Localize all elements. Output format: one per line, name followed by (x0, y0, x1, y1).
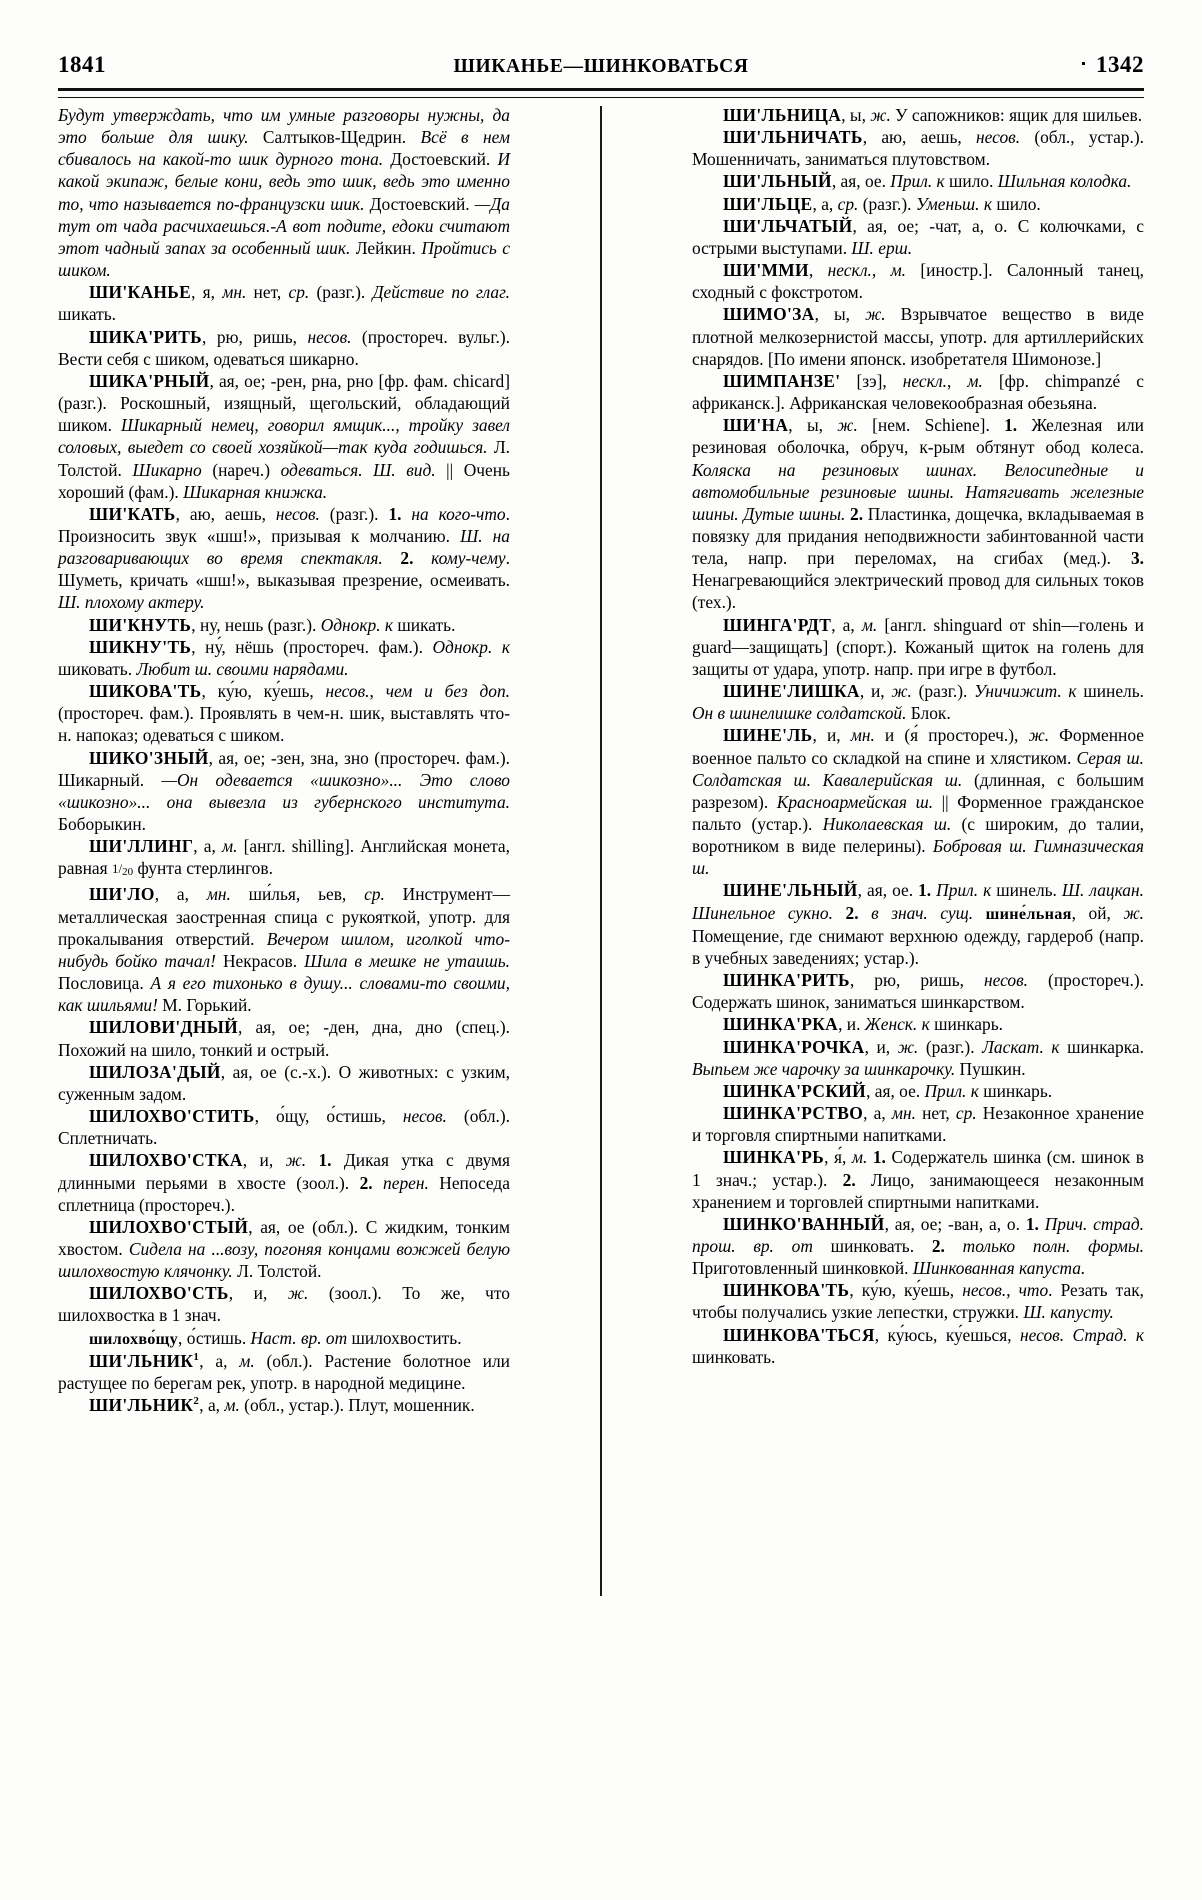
dictionary-entry: ШИКА'РНЫЙ, ая, ое; -рен, рна, рно [фр. фам. chicard] (разг.). Роскошный, изящный, щегольский, обладающий шиком. Шикарный немец, говорил ямщик..., тройку завел соловых, выедет со своей хозяйкой—так куда годишься. Л. Толстой. Шикарно (нареч.) одеваться. Ш. вид. || Очень хороший (фам.). Шикарная книжка. (58, 370, 510, 502)
dictionary-entry: ШИНГА'РДТ, а, м. [англ. shinguard от shin—голень и guard—защищать] (спорт.). Кожаный щиток на голень для защиты от удара, употр. напр. при игре в футбол. (692, 614, 1144, 679)
dictionary-entry: ШИЛОЗА'ДЫЙ, ая, ое (с.-х.). О животных: с узким, суженным задом. (58, 1061, 510, 1104)
dictionary-entry: ШИ'ЛЬЦЕ, а, ср. (разг.). Уменьш. к шило. (723, 193, 1041, 214)
dictionary-entry: ШИНКА'РСКИЙ, ая, ое. Прил. к шинкарь. (723, 1080, 1053, 1101)
dictionary-entry: ШИЛОХВО'СТЫЙ, ая, ое (обл.). С жидким, тонким хвостом. Сидела на ...возу, погоняя концами вожжей белую шилохвостую клячонку. Л. Толстой. (58, 1216, 510, 1282)
dictionary-entry: ШИ'ММИ, нескл., м. [иностр.]. Салонный танец, сходный с фокстротом. (692, 260, 1144, 303)
folio-left: 1841 (58, 52, 106, 77)
column-left (58, 104, 510, 1844)
dictionary-entry: ШИ'НА, ы, ж. [нем. Schiene]. 1. Железная или резиновая оболочка, обруч, к-рым обтянут обод колеса. Коляска на резиновых шинах. Велосипедные и автомобильные резиновые шины. Натягивать железные шины. Дутые шины. 2. Пластинка, дощечка, вкладываемая в повязку для придания неподвижности забинтованной части тела, напр. при переломах, на сгибах (мед.). 3. Ненагревающийся электрический провод для сильных токов (тех.). (692, 415, 1144, 613)
dictionary-entry: ШИ'КАНЬЕ, я, мн. нет, ср. (разг.). Действие по глаг. шикать. (58, 282, 510, 325)
dictionary-entry: ШИНКОВА'ТЬСЯ, ку́юсь, ку́ешься, несов. Страд. к шинковать. (692, 1324, 1144, 1367)
header-rule (58, 88, 1144, 98)
dictionary-entry: ШИНКО'ВАННЫЙ, ая, ое; -ван, а, о. 1. Прич. страд. прош. вр. от шинковать. 2. только полн. формы. Приготовленный шинковкой. Шинкованная капуста. (692, 1213, 1145, 1279)
page-title: ШИКАНЬЕ—ШИНКОВАТЬСЯ (453, 56, 749, 77)
dictionary-entry: ШИМПАНЗЕ' [зэ], нескл., м. [фр. chimpanzé с африканск.]. Африканская человекообразная обезьяна. (692, 370, 1145, 414)
dictionary-entry: ШИНКА'РКА, и. Женск. к шинкарь. (723, 1014, 1003, 1035)
entry-list-right (692, 104, 1144, 1368)
dictionary-entry: ШИНЕ'ЛЬ, и, мн. и (я́ простореч.), ж. Форменное военное пальто со складкой на спине и хлястиком. Серая ш. Солдатская ш. Кавалерийская ш. (длинная, с большим разрезом). Красноармейская ш. || Форменное гражданское пальто (устар.). Николаевская ш. (с широким, до талии, воротником в виде пелерины). Бобровая ш. Гимназическая ш. (692, 725, 1144, 879)
dictionary-entry: ШИ'ЛЬНИК$^1$, а, м. (обл.). Растение болотное или растущее по берегам рек, употр. в народной медицине. (58, 1350, 510, 1393)
dictionary-entry: ШИМО'ЗА, ы, ж. Взрывчатое вещество в виде плотной мелкозернистой массы, употр. для артиллерийских снарядов. [По имени японск. изобретателя Шимонозе.] (692, 304, 1144, 369)
dictionary-entry: ШИКНУ'ТЬ, ну́, нёшь (простореч. фам.). Однокр. к шиковать. Любит ш. своими нарядами. (58, 636, 510, 679)
column-divider (600, 106, 601, 1596)
dictionary-entry: ШИ'ЛО, а, мн. ши́лья, ьев, ср. Инструмент—металлическая заостренная спица с рукояткой, употр. для прокалывания отверстий. Вечером шилом, иголкой что-нибудь бойко тачал! Некрасов. Шила в мешке не утаишь. Пословица. А я его тихонько в душу... словами-то своими, как шильями! М. Горький. (58, 884, 511, 1016)
dictionary-entry: ШИ'ЛЬНЫЙ, ая, ое. Прил. к шило. Шильная колодка. (723, 171, 1132, 192)
dictionary-entry: ШИНКОВА'ТЬ, ку́ю, ку́ешь, несов., что. Резать так, чтобы получались узкие лепестки, стружки. Ш. капусту. (692, 1280, 1144, 1323)
dictionary-entry: ШИНКА'РИТЬ, рю, ришь, несов. (простореч.). Содержать шинок, заниматься шинкарством. (692, 970, 1144, 1013)
dictionary-entry: ШИНКА'РЬ, я́, м. 1. Содержатель шинка (см. шинок в 1 знач.; устар.). 2. Лицо, занимающееся незаконным хранением и торговлей спиртными напитками. (692, 1147, 1145, 1212)
dictionary-entry: ШИЛОХВО'СТЬ, и, ж. (зоол.). То же, что шилохвостка в 1 знач. (58, 1283, 510, 1326)
entry-list-left (58, 281, 510, 1416)
dictionary-entry: ШИНКА'РОЧКА, и, ж. (разг.). Ласкат. к шинкарка. Выпьем же чарочку за шинкарочку. Пушкин. (692, 1036, 1144, 1079)
dictionary-entry: ШИЛОХВО'СТКА, и, ж. 1. Дикая утка с двумя длинными перьями в хвосте (зоол.). 2. перен. Непоседа сплетница (простореч.). (58, 1150, 510, 1215)
dictionary-entry: ШИ'ЛЬЧАТЫЙ, ая, ое; -чат, а, о. С колючками, с острыми выступами. Ш. ерш. (692, 215, 1144, 258)
dictionary-entry: ШИ'ЛЛИНГ, а, м. [англ. shilling]. Английская монета, равная $1/_{20}$ фунта стерлингов. (58, 836, 510, 879)
dictionary-entry: ШИЛОХВО'СТИТЬ, о́щу, о́стишь, несов. (обл.). Сплетничать. (58, 1106, 510, 1149)
dictionary-entry: ШИЛОВИ'ДНЫЙ, ая, ое; -ден, дна, дно (спец.). Похожий на шило, тонкий и острый. (58, 1017, 510, 1060)
dictionary-entry: ШИКОВА'ТЬ, ку́ю, ку́ешь, несов., чем и без доп. (простореч. фам.). Проявлять в чем-н. шик, выставлять что-н. напоказ; одеваться с шиком. (58, 681, 511, 746)
dictionary-entry: ШИ'ЛЬНИЦА, ы, ж. У сапожников: ящик для шильев. (723, 105, 1143, 125)
dictionary-entry: ШИКА'РИТЬ, рю, ришь, несов. (простореч. вульг.). Вести себя с шиком, одеваться шикарно. (58, 326, 510, 369)
column-right (692, 104, 1144, 1844)
dictionary-entry: ШИНЕ'ЛИШКА, и, ж. (разг.). Уничижит. к шинель. Он в шинелишке солдатской. Блок. (692, 681, 1145, 724)
dictionary-entry: ШИ'КНУТЬ, ну, нешь (разг.). Однокр. к шикать. (89, 614, 456, 635)
dictionary-entry: ШИ'ЛЬНИК$^2$, а, м. (обл., устар.). Плут, мошенник. (89, 1395, 475, 1416)
dictionary-entry: шилохво́щу, о́стишь. Наст. вр. от шилохвостить. (89, 1327, 462, 1348)
dictionary-entry: ШИНКА'РСТВО, а, мн. нет, ср. Незаконное хранение и торговля спиртными напитками. (692, 1103, 1144, 1146)
folio-right: 1342 (1096, 52, 1144, 77)
entry-continuation: Будут утверждать, что им умные разговоры нужны, да это больше для шику. Салтыков-Щедрин. Всё в нем сбивалось на какой-то шик дурного тона. Достоевский. И какой экипаж, белые кони, ведь это шик, ведь это именно то, что называется по-французски шик. Достоевский. —Да тут от чада расчихаешься.-А вот подите, едоки считают этот чадный запах за особенный шик. Лейкин. Пройтись с шиком. (58, 105, 510, 281)
dictionary-entry: ШИКО'ЗНЫЙ, ая, ое; -зен, зна, зно (простореч. фам.). Шикарный. —Он одевается «шикозно»... Это слово «шикозно»... она вывезла из губернского института. Боборыкин. (58, 747, 510, 834)
running-head (58, 52, 1144, 86)
dictionary-entry: ШИНЕ'ЛЬНЫЙ, ая, ое. 1. Прил. к шинель. Ш. лацкан. Шинельное сукно. 2. в знач. сущ. шине́льная, ой, ж. Помещение, где снимают верхнюю одежду, гардероб (напр. в учебных заведениях; устар.). (692, 880, 1144, 968)
body-columns (58, 104, 1144, 1844)
dictionary-entry: ШИ'ЛЬНИЧАТЬ, аю, аешь, несов. (обл., устар.). Мошенничать, заниматься плутовством. (692, 127, 1144, 170)
column-gutter (510, 104, 692, 1844)
dictionary-entry: ШИ'КАТЬ, аю, аешь, несов. (разг.). 1. на кого-что. Произносить звук «шш!», призывая к молчанию. Ш. на разговаривающих во время спектакля. 2. кому-чему. Шуметь, кричать «шш!», выказывая презрение, осмеивать. Ш. плохому актеру. (58, 503, 510, 613)
